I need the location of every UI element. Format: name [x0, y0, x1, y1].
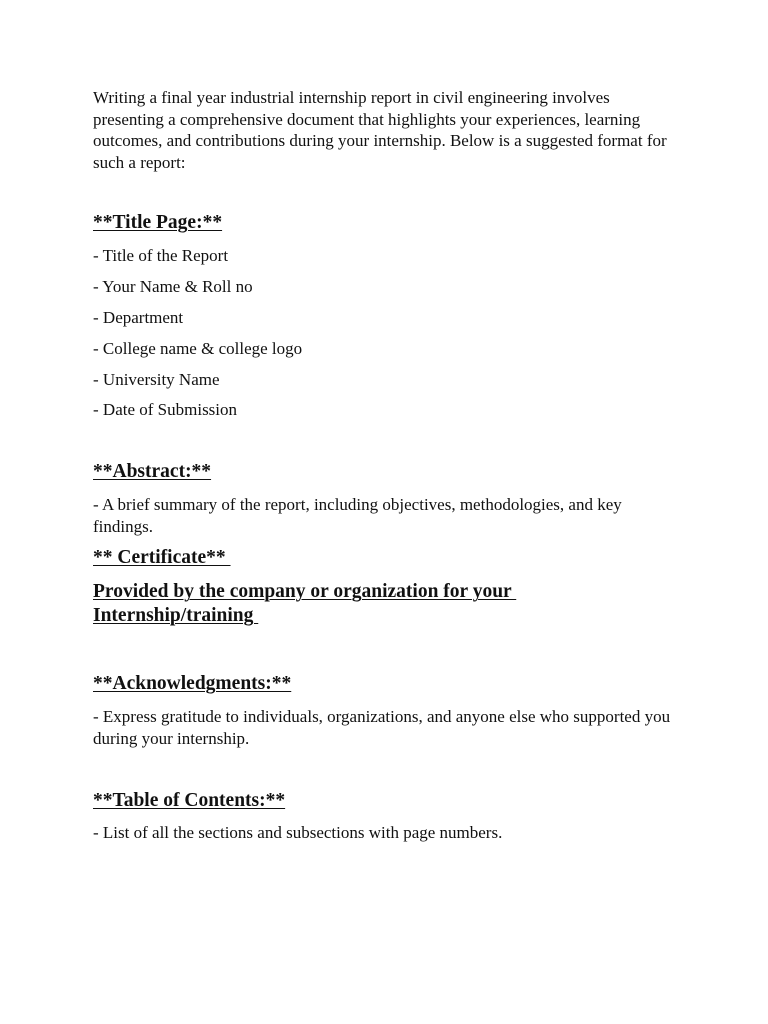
title-page-item: - College name & college logo — [93, 339, 303, 358]
toc-heading: **Table of Contents:** — [93, 790, 286, 811]
title-page-item: - Date of Submission — [93, 400, 238, 419]
title-page-item: - Department — [93, 308, 184, 327]
certificate-line-1: Provided by the company or organization for your — [93, 581, 517, 602]
intro-paragraph: Writing a final year industrial internship report in civil engineering involves presenting a comprehensive document that highlights your experiences, learning outcomes, and contributions during your internship. Below is a suggested format for such a report: — [93, 88, 667, 172]
abstract-heading: **Abstract:** — [93, 461, 212, 482]
title-page-item: - University Name — [93, 370, 220, 389]
acknowledgments-heading: **Acknowledgments:** — [93, 673, 292, 694]
title-page-item: - Title of the Report — [93, 246, 229, 265]
toc-text: - List of all the sections and subsections with page numbers. — [93, 823, 503, 842]
certificate-heading: ** Certificate** — [93, 547, 231, 568]
abstract-text: - A brief summary of the report, including objectives, methodologies, and key findings. — [93, 495, 622, 536]
certificate-line-2: Internship/training — [93, 605, 259, 626]
title-page-item: - Your Name & Roll no — [93, 277, 253, 296]
title-page-heading: **Title Page:** — [93, 212, 223, 233]
acknowledgments-text: - Express gratitude to individuals, organizations, and anyone else who supported you during your internship. — [93, 707, 671, 748]
